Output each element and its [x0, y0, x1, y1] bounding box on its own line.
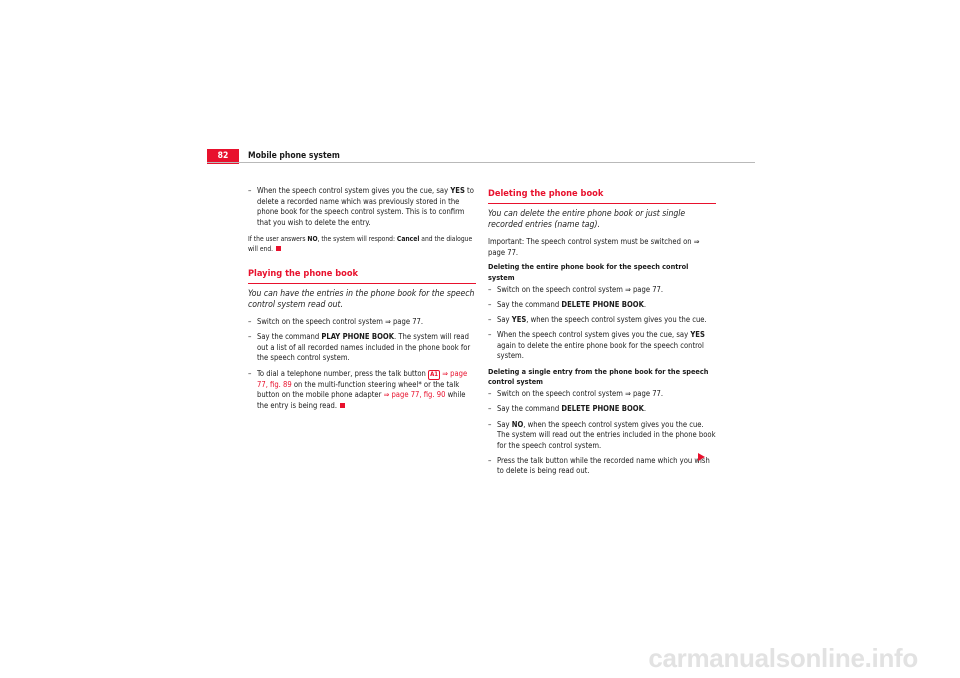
- step-dash: –: [488, 419, 492, 429]
- section-title-playing: Playing the phone book: [248, 268, 476, 284]
- step-text: Say: [497, 419, 512, 429]
- step-text: .: [643, 300, 647, 310]
- step-text: .: [643, 404, 647, 414]
- command-yes: YES: [690, 330, 705, 340]
- spacer: [248, 254, 476, 268]
- step-dash: –: [488, 315, 492, 325]
- step-dash: –: [248, 332, 252, 342]
- step-text: Switch on the speech control system ⇒ page 77.: [497, 389, 664, 399]
- step-dash: –: [488, 285, 492, 294]
- step-text: while the entry is being read.: [257, 390, 466, 410]
- section-title-deleting: Deleting the phone book: [488, 188, 716, 204]
- end-of-section-icon: [340, 403, 345, 408]
- step-dash: –: [248, 368, 252, 378]
- talk-button-badge-icon: A1: [428, 370, 440, 380]
- subheading-delete-single: Deleting a single entry from the phone book for the speech control system: [488, 366, 709, 386]
- step-delete-command: [488, 300, 716, 311]
- step-say-no: [488, 420, 716, 452]
- step-dial-number: [248, 369, 476, 412]
- step-play-command: [248, 332, 476, 364]
- step-dash: –: [488, 455, 492, 465]
- step-switch-on: [248, 317, 476, 328]
- step-text: . The system will read out a list of all recorded names included in the phone book for the speech control system.: [257, 332, 471, 363]
- left-column: [248, 186, 476, 416]
- command-yes: YES: [450, 186, 465, 195]
- step-text: , when the speech control system gives you the cue. The system will read out the entries included in the phone book for the speech control system.: [497, 419, 716, 450]
- step-delete-command: [488, 404, 716, 415]
- subheading-delete-entire: Deleting the entire phone book for the speech control system: [488, 262, 689, 282]
- step-text: Switch on the speech control system ⇒ page 77.: [257, 317, 424, 327]
- step-text: , when the speech control system gives you the cue.: [526, 315, 707, 325]
- step-dash: –: [488, 404, 492, 414]
- step-dash: –: [248, 317, 252, 327]
- step-text: To dial a telephone number, press the talk button: [257, 368, 429, 378]
- command-no: NO: [307, 235, 318, 244]
- command-play-phone-book: PLAY PHONE BOOK: [321, 332, 395, 342]
- step-text: Say the command: [257, 332, 322, 342]
- step-text: again to delete the entire phone book for the speech control system.: [497, 340, 704, 361]
- note-text: , the system will respond:: [317, 235, 397, 244]
- header-rule: [207, 162, 755, 163]
- response-cancel: Cancel: [396, 235, 420, 244]
- step-text: to delete a recorded name which was previously stored in the phone book for the speech control system. This is to confirm that you wish to delete the entry.: [257, 186, 474, 227]
- step-switch-on: [488, 285, 716, 296]
- page-number: 82: [207, 149, 239, 164]
- step-text: When the speech control system gives you the cue, say: [257, 186, 451, 195]
- note-text: If the user answers: [248, 235, 308, 244]
- section-subtitle-deleting: You can delete the entire phone book or just single recorded entries (name tag).: [488, 209, 686, 230]
- end-of-section-icon: [276, 246, 281, 251]
- continue-arrow-icon: [698, 453, 705, 461]
- step-dash: –: [248, 186, 252, 195]
- step-dash: –: [488, 300, 492, 310]
- step-text: Say the command: [497, 300, 562, 310]
- command-yes: YES: [511, 315, 527, 325]
- section-subtitle-playing: You can have the entries in the phone book for the speech control system read out.: [248, 289, 475, 311]
- step-dash: –: [488, 330, 492, 340]
- cancel-note: [248, 235, 476, 254]
- cross-reference-link[interactable]: ⇒ page 77, fig. 89: [257, 368, 468, 389]
- command-delete-phone-book: DELETE PHONE BOOK: [561, 300, 644, 310]
- note-text: and the dialogue will end.: [248, 235, 473, 253]
- step-say-yes-again: [488, 330, 716, 362]
- step-text: When the speech control system gives you the cue, say: [497, 330, 691, 340]
- right-column: [488, 188, 716, 482]
- header-title: Mobile phone system: [248, 151, 340, 161]
- step-text: Say: [497, 315, 512, 325]
- command-delete-phone-book: DELETE PHONE BOOK: [561, 404, 644, 414]
- step-confirm-delete: [248, 186, 476, 228]
- step-press-talk: [488, 456, 716, 477]
- step-say-yes: [488, 315, 716, 326]
- step-text: on the multi-function steering wheel* or the talk button on the mobile phone adapter: [257, 379, 460, 400]
- step-text: Say the command: [497, 404, 562, 414]
- watermark: carmanualsonline.info: [648, 643, 918, 673]
- step-text: Switch on the speech control system ⇒ page 77.: [497, 285, 664, 294]
- step-switch-on: [488, 389, 716, 400]
- step-dash: –: [488, 389, 492, 399]
- important-note: Important: The speech control system must be switched on ⇒ page 77.: [488, 237, 700, 257]
- command-no: NO: [511, 419, 524, 429]
- cross-reference-link[interactable]: ⇒ page 77, fig. 90: [383, 390, 446, 400]
- step-text: Press the talk button while the recorded name which you wish to delete is being read out.: [497, 455, 710, 476]
